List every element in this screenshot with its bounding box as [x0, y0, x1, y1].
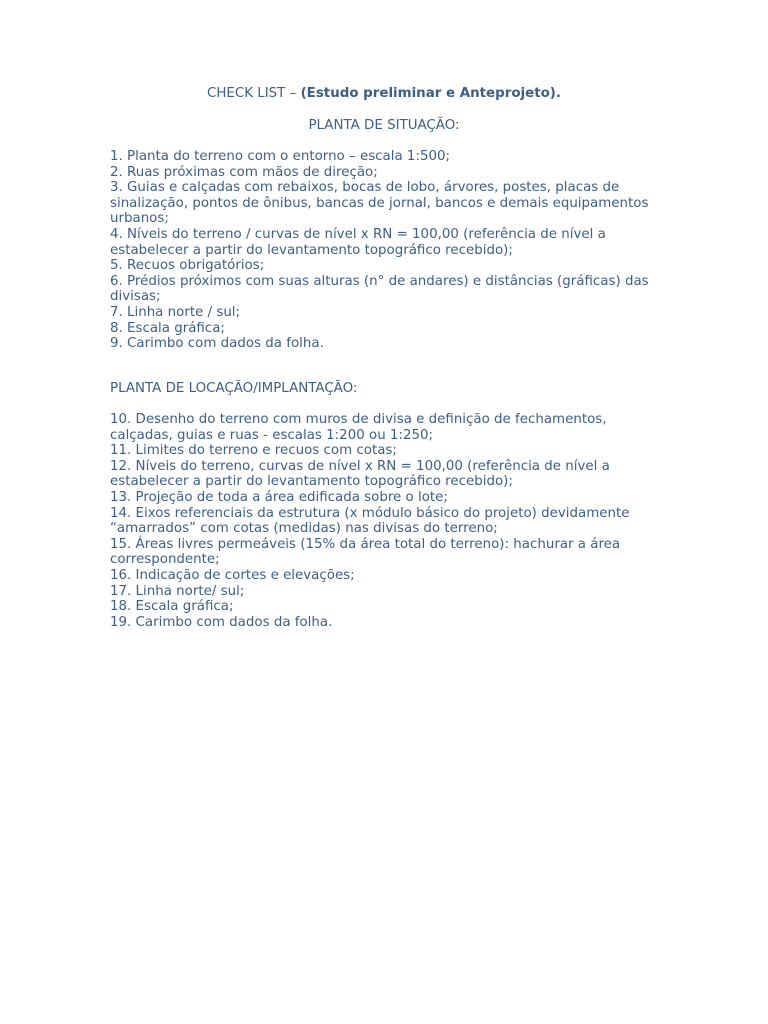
section-heading-planta-situacao: PLANTA DE SITUAÇÃO: [308, 118, 460, 133]
checklist-item: 1. Planta do terreno com o entorno – escala 1:500; [110, 149, 451, 164]
checklist-item: 5. Recuos obrigatórios; [110, 258, 265, 274]
checklist-item: 18. Escala gráfica; [110, 599, 234, 615]
checklist-item: 13. Projeção de toda a área edificada sobre o lote; [110, 489, 448, 505]
checklist-item: 9. Carimbo com dados da folha. [110, 336, 324, 352]
section-planta-situacao [110, 149, 655, 352]
checklist-item: 12. Níveis do terreno, curvas de nível x RN = 100,00 (referência de nível a estabelecer a partir do levantamento topográfico recebido); [110, 458, 610, 490]
checklist-item: 6. Prédios próximos com suas alturas (n° de andares) e distâncias (gráficas) das divisas; [110, 273, 649, 305]
checklist-item: 8. Escala gráfica; [110, 320, 225, 336]
checklist-item: 14. Eixos referenciais da estrutura (x módulo básico do projeto) devidamente “amarrados” com cotas (medidas) nas divisas do terreno; [110, 505, 630, 537]
section-heading-planta-locacao: PLANTA DE LOCAÇÃO/IMPLANTAÇÃO: [110, 381, 358, 396]
document-title-prefix: CHECK LIST – [206, 86, 301, 101]
checklist-item: 7. Linha norte / sul; [110, 304, 241, 320]
checklist-item: 10. Desenho do terreno com muros de divisa e definição de fechamentos, calçadas, guias e ruas - escalas 1:200 ou 1:250; [110, 412, 607, 443]
checklist-item: 17. Linha norte/ sul; [110, 583, 245, 599]
checklist-locacao [110, 412, 655, 630]
section-planta-locacao [110, 412, 655, 630]
checklist-item: 2. Ruas próximas com mãos de direção; [110, 164, 378, 180]
checklist-item: 4. Níveis do terreno / curvas de nível x RN = 100,00 (referência de nível a estabelecer a partir do levantamento topográfico recebido); [110, 226, 606, 258]
checklist-item: 15. Áreas livres permeáveis (15% da área total do terreno): hachurar a área correspondente; [110, 536, 621, 568]
document-title [0, 86, 768, 102]
checklist-item: 16. Indicação de cortes e elevações; [110, 567, 355, 583]
checklist-item: 3. Guias e calçadas com rebaixos, bocas de lobo, árvores, postes, placas de sinalização, pontos de ônibus, bancas de jornal, bancos e demais equipamentos urbanos; [110, 180, 649, 227]
checklist-item: 19. Carimbo com dados da folha. [110, 614, 333, 630]
checklist-item: 11. Limites do terreno e recuos com cotas; [110, 443, 397, 459]
checklist-situacao [110, 149, 655, 352]
document-title-bold: (Estudo preliminar e Anteprojeto). [300, 86, 561, 101]
